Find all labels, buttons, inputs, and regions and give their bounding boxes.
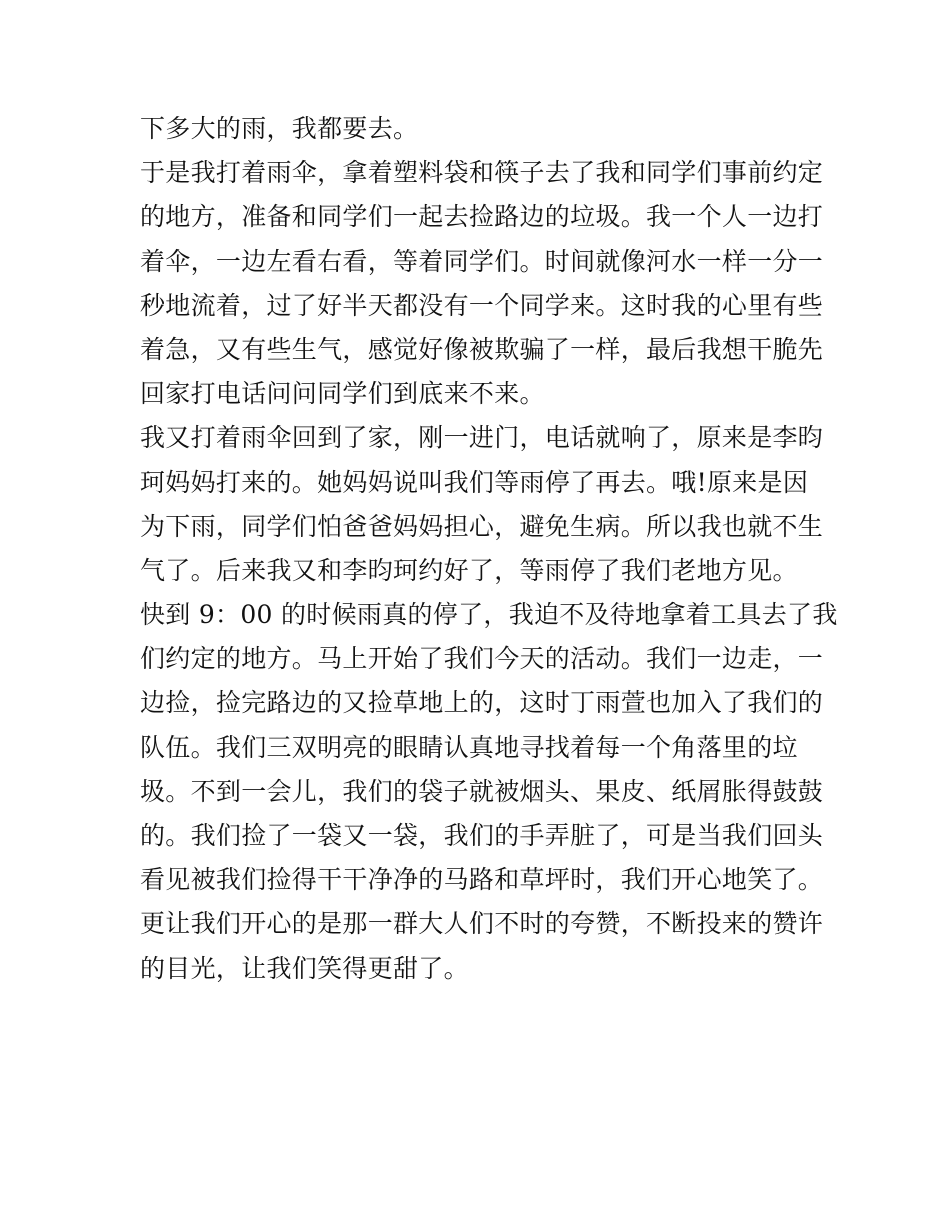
- text-line: 的目光，让我们笑得更甜了。: [140, 953, 469, 983]
- text-line: 珂妈妈打来的。她妈妈说叫我们等雨停了再去。哦!原来是因: [140, 467, 809, 497]
- text-line: 下多大的雨，我都要去。: [140, 114, 419, 143]
- body-text: [140, 107, 838, 991]
- text-line: 气了。后来我又和李昀珂约好了，等雨停了我们老地方见。: [140, 555, 798, 585]
- text-line: 着急，又有些生气，感觉好像被欺骗了一样，最后我想干脆先: [140, 334, 824, 364]
- text-line: 队伍。我们三双明亮的眼睛认真地寻找着每一个角落里的垃: [140, 732, 798, 762]
- text-line: 为下雨，同学们怕爸爸妈妈担心，避免生病。所以我也就不生: [140, 511, 824, 541]
- text-line: 边捡，捡完路边的又捡草地上的，这时丁雨萱也加入了我们的: [140, 688, 824, 718]
- text-line: 于是我打着雨伞，拿着塑料袋和筷子去了我和同学们事前约定: [140, 158, 824, 188]
- text-line: 秒地流着，过了好半天都没有一个同学来。这时我的心里有些: [140, 290, 824, 320]
- text-line: 着伞，一边左看右看，等着同学们。时间就像河水一样一分一: [140, 246, 824, 276]
- text-line: 快到 9：00 的时候雨真的停了，我迫不及待地拿着工具去了我: [140, 600, 838, 630]
- text-line: 圾。不到一会儿，我们的袋子就被烟头、果皮、纸屑胀得鼓鼓: [140, 776, 824, 806]
- text-line: 的。我们捡了一袋又一袋，我们的手弄脏了，可是当我们回头: [140, 821, 824, 850]
- text-line: 回家打电话问问同学们到底来不来。: [140, 379, 545, 409]
- text-line: 更让我们开心的是那一群大人们不时的夸赞，不断投来的赞许: [140, 909, 824, 939]
- text-line: 的地方，准备和同学们一起去捡路边的垃圾。我一个人一边打: [140, 202, 824, 232]
- text-line: 们约定的地方。马上开始了我们今天的活动。我们一边走，一: [140, 644, 824, 674]
- text-line: 我又打着雨伞回到了家，刚一进门，电话就响了，原来是李昀: [140, 423, 824, 453]
- text-line: 看见被我们捡得干干净净的马路和草坪时，我们开心地笑了。: [140, 865, 824, 895]
